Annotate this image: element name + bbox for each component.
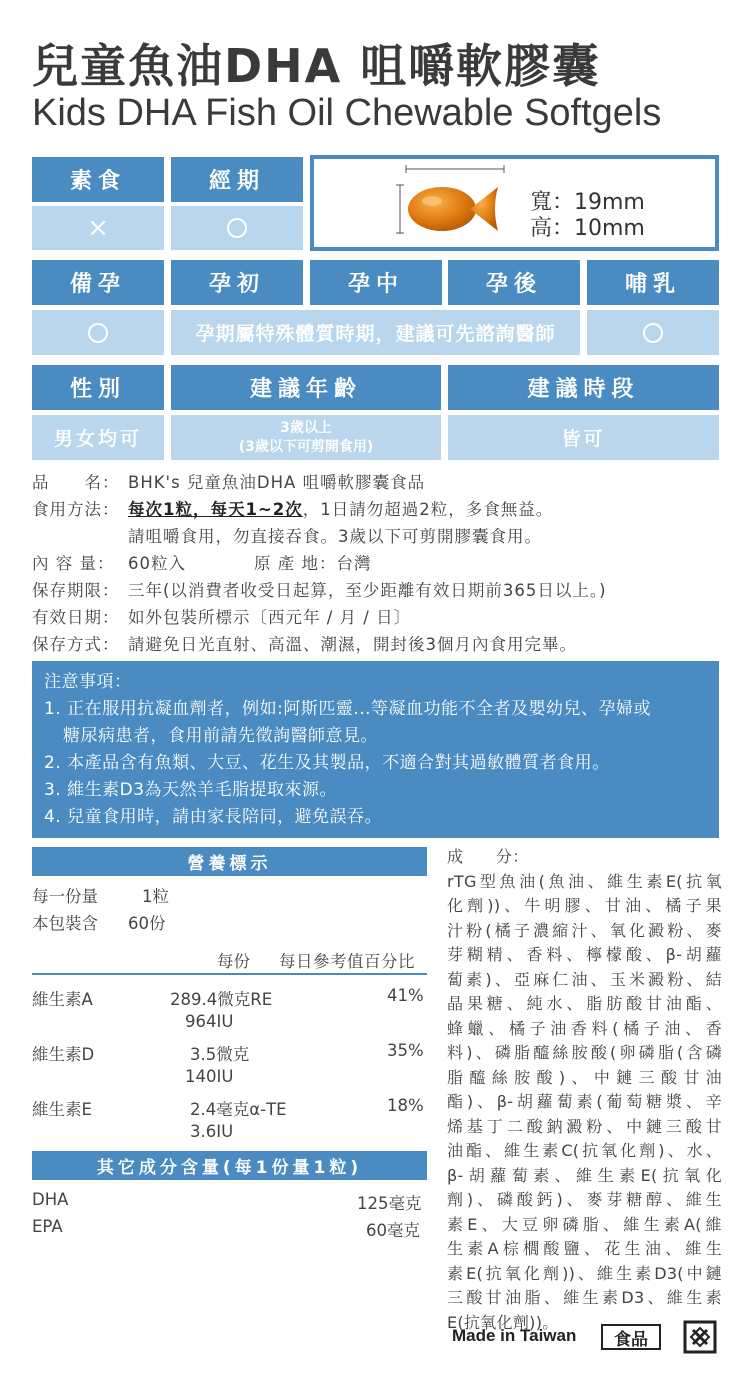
prep-pregnancy-value bbox=[32, 310, 164, 355]
age-value bbox=[171, 415, 441, 460]
nutrient-name: 維生素E bbox=[32, 1100, 92, 1119]
yes-circle-icon bbox=[643, 323, 663, 343]
ingredients-line: 油酯、維生素C(抗氧化劑)、水、 bbox=[447, 1141, 722, 1160]
info-storage: 保存方式： 請避免日光直射、高溫、潮濕，開封後3個月內食用完畢。 bbox=[32, 635, 577, 654]
ingredients-line: 素E(抗氧化劑))、維生素D3(中鏈 bbox=[447, 1263, 722, 1283]
ingredients-label: 成 分： bbox=[447, 847, 529, 866]
vegetarian-header: 素食 bbox=[32, 157, 164, 202]
ingredients-line: 脂醯絲胺酸)、中鏈三酸甘油 bbox=[447, 1067, 722, 1087]
nutrition-title: 營養標示 bbox=[32, 847, 427, 876]
ingredients-line: 素E、大豆卵磷脂、維生素A(維 bbox=[447, 1214, 722, 1234]
capsule-width: 寬：19mm bbox=[530, 190, 645, 215]
page-title-zh: 兒童魚油DHA 咀嚼軟膠囊 bbox=[32, 39, 601, 93]
post-pregnancy-header: 孕後 bbox=[448, 260, 580, 305]
gender-header: 性別 bbox=[32, 365, 164, 410]
ingredients bbox=[447, 845, 722, 1335]
notes-box bbox=[32, 661, 719, 838]
info-content: 內 容 量： 60粒入 原 產 地：台灣 bbox=[32, 554, 372, 573]
nutrient-dv: 18% bbox=[387, 1096, 424, 1115]
ingredients-line: 生素A棕櫚酸鹽、花生油、維生 bbox=[447, 1239, 722, 1258]
age-header: 建議年齡 bbox=[171, 365, 441, 410]
gender-value: 男女均可 bbox=[32, 415, 164, 460]
other-value-epa: 60毫克 bbox=[366, 1221, 420, 1240]
note-3: 3. 維生素D3為天然羊毛脂提取來源。 bbox=[44, 780, 338, 800]
nutrient-name: 維生素A bbox=[32, 990, 93, 1009]
ingredients-line: 蜂蠟、橘子油香料(橘子油、香 bbox=[447, 1018, 722, 1038]
ingredients-line: rTG型魚油(魚油、維生素E(抗氧 bbox=[447, 871, 722, 891]
nutrient-name: 維生素D bbox=[32, 1045, 95, 1064]
product-size-box bbox=[310, 155, 719, 251]
nutrient-dv: 41% bbox=[387, 986, 424, 1005]
nutrient-amount-iu: 964IU bbox=[185, 1012, 234, 1031]
serving-value: 1粒 bbox=[142, 887, 169, 906]
ingredients-line: 酯)、β-胡蘿蔔素(葡萄糖漿、辛 bbox=[447, 1092, 722, 1111]
period-value bbox=[171, 206, 303, 250]
vegetarian-value: × bbox=[32, 206, 164, 250]
ingredients-line: E(抗氧化劑))。 bbox=[447, 1312, 559, 1332]
ingredients-line: 汁粉(橘子濃縮汁、氧化澱粉、麥 bbox=[447, 920, 722, 940]
nutrient-amount: 2.4毫克α-TE bbox=[190, 1100, 287, 1119]
other-name-epa: EPA bbox=[32, 1217, 63, 1236]
ingredients-line: 劑)、磷酸鈣)、麥芽糖醇、維生 bbox=[447, 1190, 722, 1209]
time-header: 建議時段 bbox=[448, 365, 719, 410]
pregnancy-note: 孕期屬特殊體質時期，建議可先諮詢醫師 bbox=[171, 310, 580, 355]
info-expiry: 有效日期： 如外包裝所標示〔西元年 / 月 / 日〕 bbox=[32, 608, 412, 627]
page-title-en: Kids DHA Fish Oil Chewable Softgels bbox=[32, 92, 662, 134]
per-pack-label: 本包裝含 bbox=[32, 914, 98, 933]
nutrient-amount: 3.5微克 bbox=[190, 1045, 250, 1064]
other-value-dha: 125毫克 bbox=[357, 1194, 422, 1213]
yes-circle-icon bbox=[88, 323, 108, 343]
ingredients-line: 蔔素)、亞麻仁油、玉米澱粉、結 bbox=[447, 969, 722, 989]
per-pack-value: 60份 bbox=[128, 914, 166, 933]
yes-circle-icon bbox=[227, 218, 247, 238]
food-badge: 食品 bbox=[601, 1324, 661, 1350]
info-usage-line2: 請咀嚼食用，勿直接吞食。3歲以下可剪開膠囊食用。 bbox=[128, 527, 542, 546]
recycle-icon bbox=[683, 1320, 717, 1354]
other-ingredients-title: 其它成分含量(每1份量1粒) bbox=[32, 1151, 427, 1180]
capsule-height: 高：10mm bbox=[530, 216, 645, 241]
notes-title: 注意事項： bbox=[44, 672, 132, 692]
mid-pregnancy-header: 孕中 bbox=[310, 260, 442, 305]
ingredients-line: 料)、磷脂醯絲胺酸(卵磷脂(含磷 bbox=[447, 1043, 722, 1062]
period-header: 經期 bbox=[171, 157, 303, 202]
note-1-cont: 糖尿病患者，食用前請先徵詢醫師意見。 bbox=[63, 726, 378, 746]
note-1: 1. 正在服用抗凝血劑者，例如:阿斯匹靈...等凝血功能不全者及嬰幼兒、孕婦或 bbox=[44, 699, 652, 719]
fish-capsule-icon bbox=[394, 163, 514, 243]
nutrient-amount-iu: 3.6IU bbox=[190, 1122, 234, 1141]
info-shelf: 保存期限： 三年(以消費者收受日起算，至少距離有效日期前365日以上。) bbox=[32, 581, 607, 600]
nutrition-divider bbox=[32, 973, 427, 975]
time-value: 皆可 bbox=[448, 415, 719, 460]
col-per-serving: 每份 bbox=[217, 952, 250, 971]
other-name-dha: DHA bbox=[32, 1190, 69, 1209]
col-daily-value: 每日參考值百分比 bbox=[279, 952, 415, 971]
ingredients-line: 化劑))、牛明膠、甘油、橘子果 bbox=[447, 896, 722, 915]
made-in-taiwan: Made in Taiwan bbox=[452, 1326, 577, 1345]
age-value-line2: (3歲以下可剪開食用) bbox=[238, 438, 374, 455]
ingredients-line: 三酸甘油脂、維生素D3、維生素 bbox=[447, 1288, 722, 1307]
nursing-header: 哺乳 bbox=[587, 260, 719, 305]
nutrient-amount: 289.4微克RE bbox=[170, 990, 273, 1009]
age-value-line1: 3歲以上 bbox=[280, 419, 332, 436]
serving-label: 每一份量 bbox=[32, 887, 98, 906]
nutrient-dv: 35% bbox=[387, 1041, 424, 1060]
note-2: 2. 本產品含有魚類、大豆、花生及其製品，不適合對其過敏體質者食用。 bbox=[44, 753, 610, 773]
nutrient-amount-iu: 140IU bbox=[185, 1067, 234, 1086]
nursing-value bbox=[587, 310, 719, 355]
ingredients-line: 烯基丁二酸鈉澱粉、中鏈三酸甘 bbox=[447, 1116, 722, 1136]
early-pregnancy-header: 孕初 bbox=[171, 260, 303, 305]
prep-pregnancy-header: 備孕 bbox=[32, 260, 164, 305]
note-4: 4. 兒童食用時，請由家長陪同，避免誤吞。 bbox=[44, 807, 383, 827]
ingredients-line: β-胡蘿蔔素、維生素E(抗氧化 bbox=[447, 1165, 722, 1185]
ingredients-line: 芽糊精、香料、檸檬酸、β-胡蘿 bbox=[447, 945, 722, 964]
info-usage: 食用方法： 每次1粒，每天1~2次，1日請勿超過2粒，多食無益。 bbox=[32, 500, 554, 519]
ingredients-line: 晶果糖、純水、脂肪酸甘油酯、 bbox=[447, 994, 722, 1013]
info-name: 品 名： BHK's 兒童魚油DHA 咀嚼軟膠囊食品 bbox=[32, 473, 426, 492]
